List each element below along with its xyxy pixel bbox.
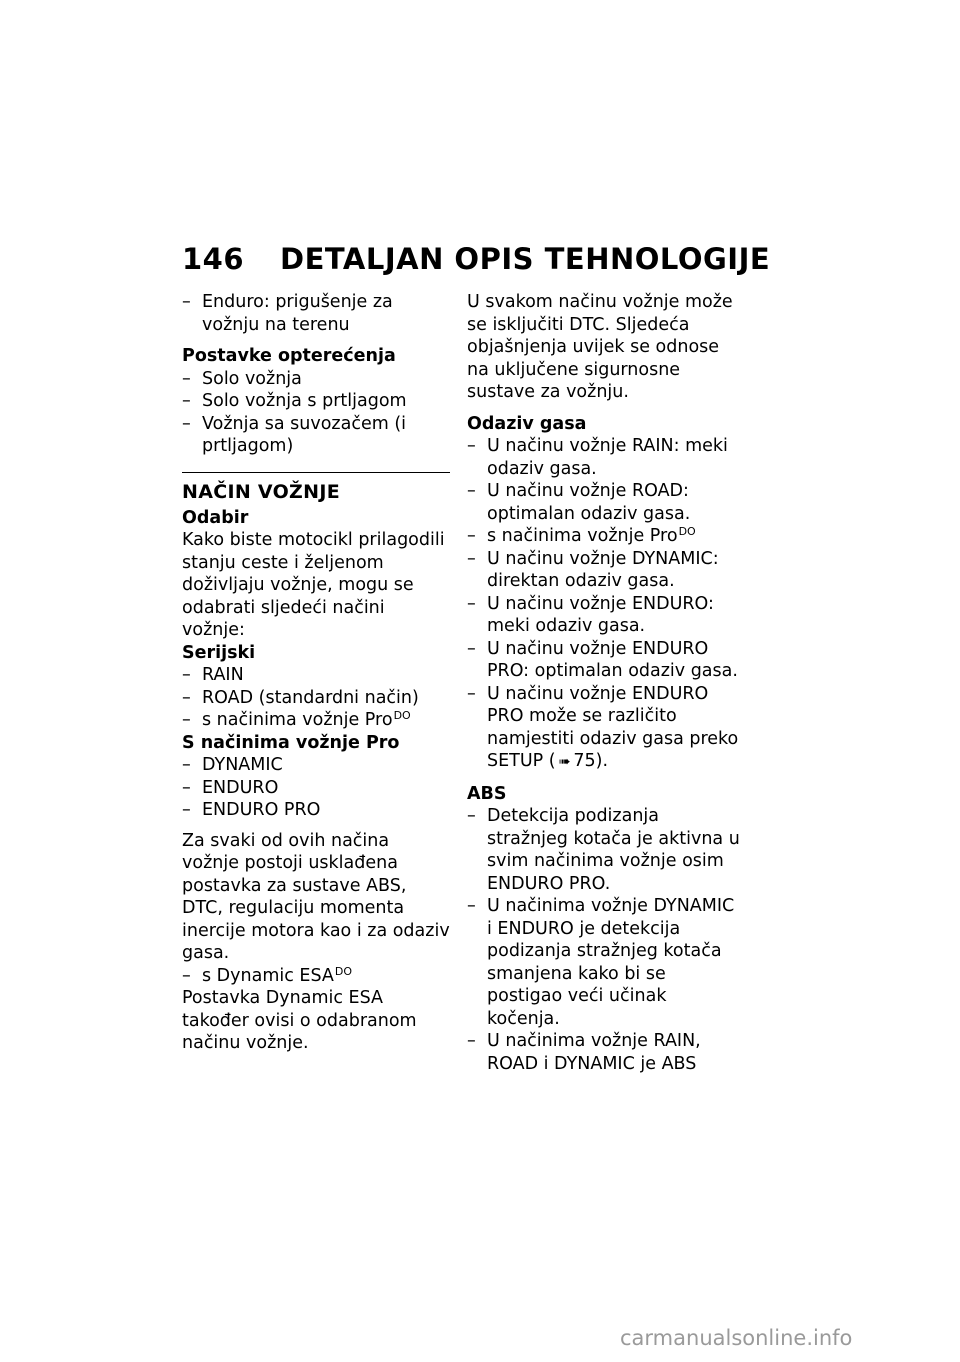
list-item: – Solo vožnja bbox=[182, 368, 450, 391]
standard-modes-list bbox=[182, 664, 450, 709]
standard-heading: Serijski bbox=[182, 642, 256, 663]
list-item: – ROAD (standardni način) bbox=[182, 687, 450, 710]
list-item: – Solo vožnja s prtljagom bbox=[182, 390, 450, 413]
list-item: – ENDURO bbox=[182, 777, 450, 800]
option-code: DO bbox=[334, 964, 353, 978]
list-item: – U načinu vožnje DYNAMIC: direktan odaziv gasa. bbox=[467, 548, 743, 593]
section-title: NAČIN VOŽNJE bbox=[182, 480, 340, 503]
right-column bbox=[467, 291, 743, 1075]
option-code: DO bbox=[393, 709, 411, 722]
abs-list bbox=[467, 805, 743, 1075]
list-item: – U načinu vožnje ENDURO: meki odaziv gasa. bbox=[467, 593, 743, 638]
setup-text: U načinu vožnje ENDURO PRO može se različito namjestiti odaziv gasa preko SETUP ( bbox=[487, 683, 739, 771]
coordinated-settings-text: Za svaki od ovih načina vožnje postoji usklađena postavka za sustave ABS, DTC, regulaciju momenta inercije motora kao i za odaziv gasa. bbox=[182, 830, 450, 963]
pro-modes-list bbox=[182, 754, 450, 822]
list-item: – RAIN bbox=[182, 664, 450, 687]
section-divider bbox=[182, 472, 450, 473]
option-note bbox=[182, 965, 450, 988]
list-item: – DYNAMIC bbox=[182, 754, 450, 777]
selection-heading: Odabir bbox=[182, 507, 249, 528]
pro-throttle-list bbox=[467, 548, 743, 774]
list-item: – ENDURO PRO bbox=[182, 799, 450, 822]
dtc-text: U svakom načinu vožnje može se isključiti DTC. Sljedeća objašnjenja uvijek se odnose na uključene sigurnosne sustave za vožnju. bbox=[467, 292, 733, 402]
page-number: 146 bbox=[182, 242, 245, 276]
option-note-text: s načinima vožnje Pro bbox=[202, 710, 393, 730]
enduro-list bbox=[182, 291, 450, 336]
load-settings-list bbox=[182, 368, 450, 458]
left-column bbox=[182, 291, 450, 1055]
list-item: – Vožnja sa suvozačem (i prtljagom) bbox=[182, 413, 450, 458]
option-note-text: s načinima vožnje Pro bbox=[487, 526, 678, 546]
list-item: – Enduro: prigušenje za vožnju na terenu bbox=[182, 291, 450, 336]
watermark: carmanualsonline.info bbox=[620, 1326, 853, 1350]
page-header bbox=[182, 242, 771, 276]
list-item bbox=[467, 683, 743, 774]
list-item: – Detekcija podizanja stražnjeg kotača je aktivna u svim načinima vožnje osim ENDURO PRO. bbox=[467, 805, 743, 895]
list-item: – U načinima vožnje RAIN, ROAD i DYNAMIC je ABS bbox=[467, 1030, 743, 1075]
list-item: – U načinu vožnje ROAD: optimalan odaziv gasa. bbox=[467, 480, 743, 525]
pro-modes-heading: S načinima vožnje Pro bbox=[182, 732, 400, 753]
throttle-heading: Odaziv gasa bbox=[467, 413, 587, 434]
throttle-list bbox=[467, 435, 743, 525]
pro-note bbox=[182, 709, 450, 732]
list-item: – U načinima vožnje DYNAMIC i ENDURO je detekcija podizanja stražnjeg kotača smanjena kako bi se postigao veći učinak kočenja. bbox=[467, 895, 743, 1030]
page-reference-arrow-icon: ➠ bbox=[558, 754, 571, 770]
list-item: – U načinu vožnje RAIN: meki odaziv gasa. bbox=[467, 435, 743, 480]
esa-text: Postavka Dynamic ESA također ovisi o odabranom načinu vožnje. bbox=[182, 988, 417, 1053]
option-code: DO bbox=[678, 525, 696, 538]
esa-note bbox=[182, 965, 450, 988]
selection-text: Kako biste motocikl prilagodili stanju ceste i željenom doživljaju vožnje, mogu se odabrati sljedeći načini vožnje: bbox=[182, 530, 445, 640]
option-note bbox=[182, 709, 450, 732]
abs-heading: ABS bbox=[467, 783, 507, 804]
load-settings-heading: Postavke opterećenja bbox=[182, 346, 396, 366]
option-note-text: s Dynamic ESA bbox=[202, 965, 334, 986]
list-item: – U načinu vožnje ENDURO PRO: optimalan odaziv gasa. bbox=[467, 638, 743, 683]
pro-note bbox=[467, 525, 743, 548]
option-note bbox=[467, 525, 743, 548]
chapter-title: DETALJAN OPIS TEHNOLOGIJE bbox=[280, 242, 771, 276]
page-reference-link[interactable]: 75). bbox=[573, 751, 609, 771]
